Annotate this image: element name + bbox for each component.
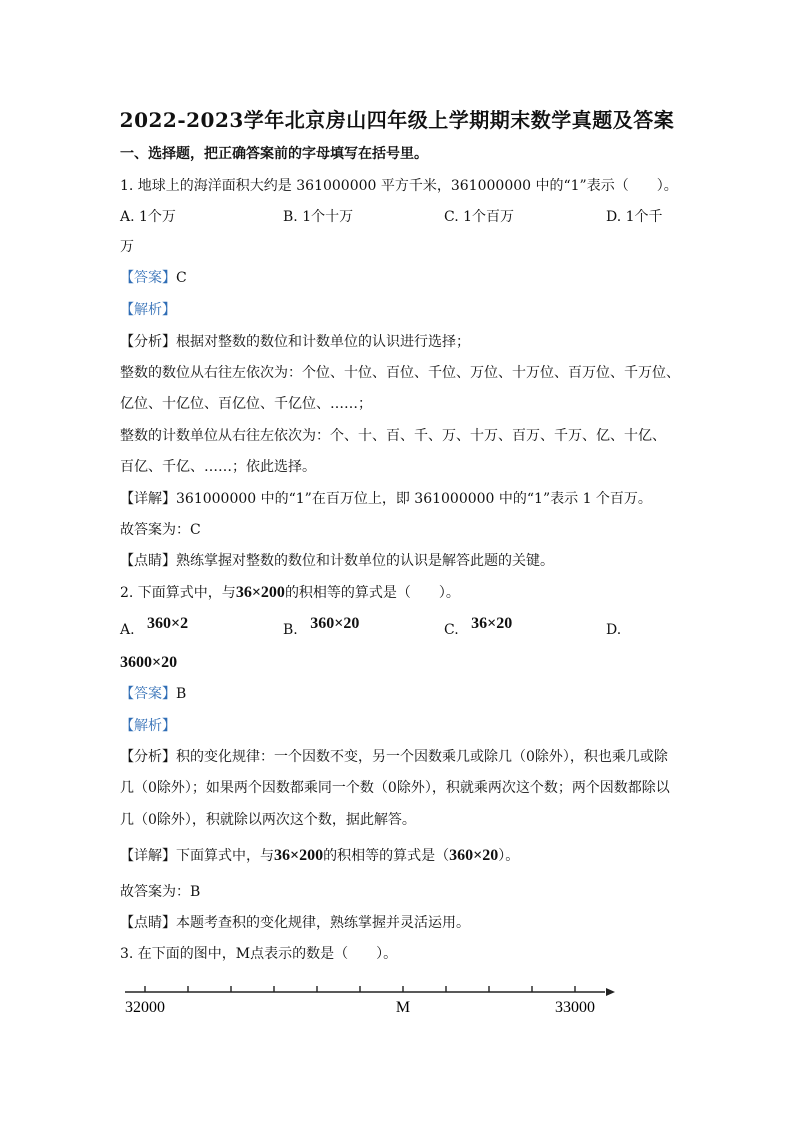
answer-tag: 【答案】: [120, 686, 176, 702]
q1-option-b: B. 1个十万: [283, 209, 354, 225]
fenxi-text: 根据对整数的数位和计数单位的认识进行选择；: [176, 334, 470, 350]
q1-xiangjie: [120, 489, 652, 509]
q2-fenxi: [120, 747, 668, 767]
q2-option-d-math: 3600×20: [120, 654, 178, 671]
option-label: B.: [283, 622, 298, 638]
dianjing-text: 熟练掌握对整数的数位和计数单位的认识是解答此题的关键。: [176, 553, 554, 569]
q1-option-d: D. 1个千: [606, 209, 663, 225]
math-expression: 360×20: [449, 847, 499, 864]
q1-text-line: 百亿、千亿、……；依此选择。: [120, 459, 316, 475]
q1-text-line: 整数的数位从右往左依次为：个位、十位、百位、千位、万位、十万位、百万位、千万位、: [120, 365, 680, 381]
option-math: 360×2: [147, 615, 189, 632]
fenxi-tag: 【分析】: [120, 749, 176, 765]
number-line-start-label: 32000: [125, 999, 165, 1016]
fenxi-text: 积的变化规律：一个因数不变，另一个因数乘几或除几（0除外），积也乘几或除: [176, 749, 668, 765]
q2-option-d: D.: [606, 622, 622, 638]
xiangjie-text: 361000000 中的“1”在百万位上，即 361000000 中的“1”表示 1 个百万。: [176, 491, 652, 507]
option-label: C.: [444, 622, 459, 638]
q3-stem: 3. 在下面的图中，M点表示的数是（ ）。: [120, 946, 398, 962]
xiangjie-text: 下面算式中，与: [176, 848, 274, 864]
answer-value: C: [176, 270, 187, 286]
option-math: 36×20: [471, 615, 513, 632]
q2-analysis-tag: 【解析】: [120, 718, 176, 734]
q2-option-c: [444, 615, 513, 640]
q1-stem: 1. 地球上的海洋面积大约是 361000000 平方千米，361000000 中的“1”表示（ ）。: [120, 178, 678, 194]
q2-option-b: [283, 615, 360, 640]
q1-fenxi: [120, 332, 470, 352]
q2-xiangjie: [120, 846, 519, 866]
q2-text-line: 几（0除外）；如果两个因数都乘同一个数（0除外），积就乘两次这个数；两个因数都除以: [120, 780, 670, 796]
q2-option-a: [120, 615, 189, 640]
q1-option-a: A. 1个万: [120, 209, 176, 225]
math-expression: 36×200: [274, 847, 324, 864]
dianjing-tag: 【点睛】: [120, 553, 176, 569]
q2-stem: [120, 583, 460, 603]
number-line-ticks: [145, 986, 575, 992]
q1-analysis-tag: 【解析】: [120, 302, 176, 318]
q1-option-c: C. 1个百万: [444, 209, 515, 225]
xiangjie-text: ）。: [498, 848, 520, 864]
q2-answer: [120, 684, 186, 704]
option-math: 360×20: [310, 615, 360, 632]
dianjing-text: 本题考查积的变化规律，熟练掌握并灵活运用。: [176, 915, 470, 931]
number-line: [120, 975, 620, 1023]
q1-text-line: 整数的计数单位从右往左依次为：个、十、百、千、万、十万、百万、千万、亿、十亿、: [120, 428, 666, 444]
answer-value: B: [176, 686, 187, 702]
fenxi-tag: 【分析】: [120, 334, 176, 350]
xiangjie-tag: 【详解】: [120, 848, 176, 864]
q1-dianjing: [120, 551, 554, 571]
stem-text: 的积相等的算式是（ ）。: [284, 585, 460, 601]
q1-answer: [120, 268, 187, 288]
number-line-end-label: 33000: [555, 999, 595, 1016]
option-label: A.: [120, 622, 135, 638]
q1-option-d-wrap: 万: [120, 239, 134, 255]
xiangjie-text: 的积相等的算式是（: [323, 848, 450, 864]
q2-final-answer: 故答案为：B: [120, 884, 201, 900]
math-expression: 36×200: [235, 584, 285, 601]
q1-final-answer: 故答案为：C: [120, 522, 201, 538]
stem-text: 2. 下面算式中，与: [120, 585, 236, 601]
q2-text-line: 几（0除外），积就除以两次这个数，据此解答。: [120, 812, 416, 828]
section-heading: 一、选择题，把正确答案前的字母填写在括号里。: [120, 146, 428, 162]
answer-tag: 【答案】: [120, 270, 176, 286]
q1-text-line: 亿位、十亿位、百亿位、千亿位、……；: [120, 396, 372, 412]
number-line-mark-label: M: [395, 999, 411, 1016]
dianjing-tag: 【点睛】: [120, 915, 176, 931]
xiangjie-tag: 【详解】: [120, 491, 176, 507]
q2-dianjing: [120, 913, 470, 933]
page-title: 2022-2023学年北京房山四年级上学期期末数学真题及答案: [119, 108, 675, 132]
arrow-right-icon: [606, 988, 615, 996]
